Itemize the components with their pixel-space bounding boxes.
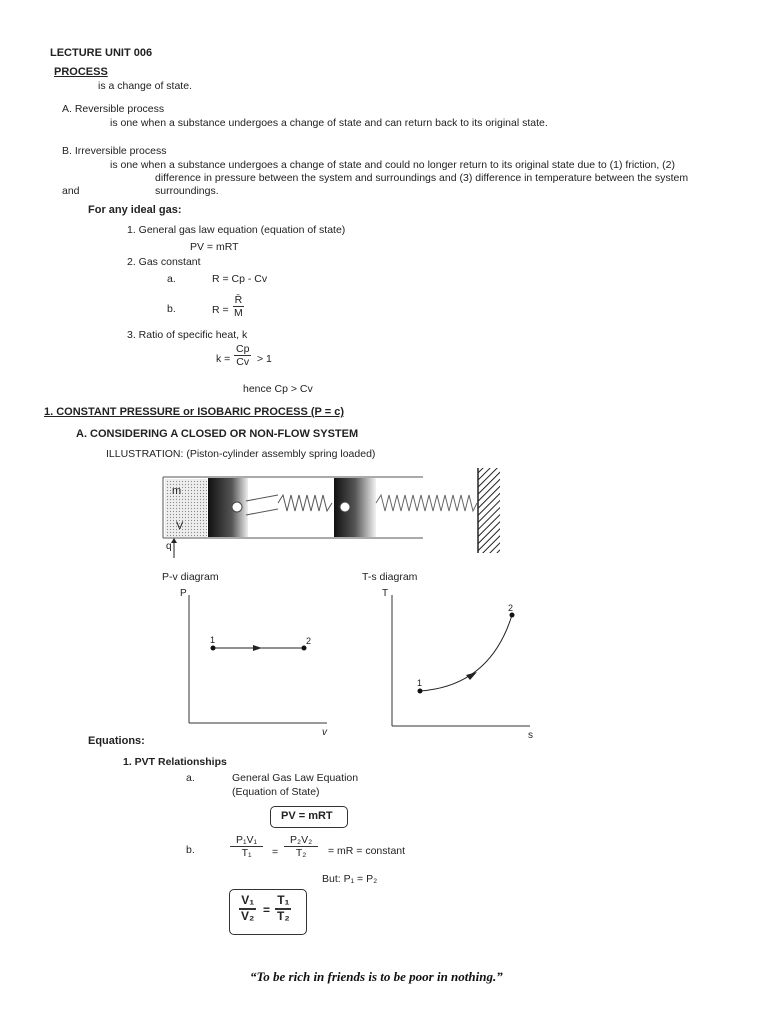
heat-arrow-head	[171, 538, 177, 543]
gas-constant-a-eq: R = Cp - Cv	[212, 273, 268, 285]
label-v: V	[176, 520, 184, 532]
pv-y-axis-label: P	[180, 588, 187, 599]
eq-b-equals: =	[272, 846, 279, 858]
ts-point1-label: 1	[417, 678, 423, 688]
pvt-relationships-heading: 1. PVT Relationships	[123, 756, 227, 768]
pv-state-point	[211, 646, 216, 651]
eq-b-fraction2	[284, 834, 318, 859]
ts-process-curve	[420, 615, 512, 691]
fraction-denominator: T₂	[277, 908, 290, 923]
eq-a-text-line1: General Gas Law Equation	[232, 772, 359, 784]
footer-quote: “To be rich in friends is to be poor in nothing.”	[250, 969, 503, 984]
ideal-gas-item1: 1. General gas law equation (equation of state)	[127, 224, 346, 236]
fraction-numerator: R̄	[234, 294, 243, 306]
gas-constant-b-lhs: R =	[212, 304, 229, 316]
eq-a-text-line2: (Equation of State)	[232, 786, 320, 798]
pv-point1-label: 1	[210, 635, 216, 645]
boxed-equation-ratio	[229, 889, 307, 935]
ts-x-axis-label: s	[528, 730, 533, 741]
ideal-gas-eq1: PV = mRT	[190, 241, 239, 253]
ts-diagram-title: T-s diagram	[362, 571, 418, 583]
boxed-ratio-equals: =	[263, 903, 271, 917]
fraction-numerator: V₁	[239, 894, 256, 910]
boxed-ratio-fraction2	[275, 894, 292, 924]
gas-constant-a-label: a.	[167, 273, 176, 285]
pv-process-arrow	[253, 645, 262, 651]
specific-heat-fraction	[234, 343, 251, 368]
lecture-unit-title: LECTURE UNIT 006	[50, 47, 153, 59]
fraction-denominator: V₂	[241, 908, 255, 923]
fraction-numerator: T₁	[275, 894, 291, 910]
process-heading: PROCESS	[54, 66, 108, 78]
irreversible-title: B. Irreversible process	[62, 145, 167, 157]
irreversible-definition-line2: difference in pressure between the system and surroundings and (3) difference in temperature between the system	[155, 172, 689, 184]
equations-heading: Equations:	[88, 735, 145, 747]
label-m: m	[172, 485, 182, 497]
reversible-definition: is one when a substance undergoes a change of state and can return back to its original state.	[110, 117, 548, 129]
boxed-equation-pv-text: PV = mRT	[281, 810, 333, 822]
label-q: q	[166, 541, 172, 552]
illustration-caption: ILLUSTRATION: (Piston-cylinder assembly spring loaded)	[106, 448, 376, 460]
section1-subtitle: A. CONSIDERING A CLOSED OR NON-FLOW SYSTEM	[76, 428, 359, 440]
specific-heat-lhs: k =	[216, 353, 231, 365]
gas-constant-b-fraction	[232, 294, 245, 319]
section1-title: 1. CONSTANT PRESSURE or ISOBARIC PROCESS (P = c)	[44, 406, 345, 418]
eq-b-fraction1	[230, 834, 263, 859]
ts-diagram	[360, 568, 550, 743]
ideal-gas-item2: 2. Gas constant	[127, 256, 201, 268]
ts-process-arrow	[466, 672, 477, 680]
ts-state-point	[510, 613, 515, 618]
pv-diagram	[160, 568, 350, 743]
piston-cylinder-illustration	[160, 465, 505, 560]
eq-b-but: But: P₁ = P₂	[322, 873, 378, 885]
pv-state-point	[302, 646, 307, 651]
specific-heat-rhs: > 1	[257, 353, 272, 365]
irreversible-definition-line3: surroundings.	[155, 185, 219, 197]
process-definition: is a change of state.	[98, 80, 192, 92]
pv-point2-label: 2	[306, 636, 312, 646]
boxed-equation-pv	[270, 806, 348, 828]
eq-b-label: b.	[186, 844, 195, 856]
ts-point2-label: 2	[508, 603, 514, 613]
irreversible-and: and	[62, 185, 80, 197]
fraction-denominator: T₁	[241, 847, 252, 860]
fraction-numerator: P₂V₂	[284, 834, 318, 847]
eq-a-label: a.	[186, 772, 195, 784]
ideal-gas-item3: 3. Ratio of specific heat, k	[127, 329, 248, 341]
reversible-title: A. Reversible process	[62, 103, 165, 115]
ideal-gas-heading: For any ideal gas:	[88, 204, 182, 216]
fraction-numerator: P₁V₁	[230, 834, 263, 847]
boxed-ratio-fraction1	[239, 894, 256, 924]
fraction-numerator: Cp	[236, 343, 250, 355]
specific-heat-hence: hence Cp > Cv	[243, 383, 313, 395]
gas-constant-b-label: b.	[167, 303, 176, 315]
pv-diagram-title: P-v diagram	[162, 571, 219, 583]
ts-y-axis-label: T	[382, 588, 389, 599]
fraction-denominator: Cv	[236, 356, 250, 369]
eq-b-rhs: = mR = constant	[328, 845, 406, 857]
pv-x-axis-label: v	[322, 727, 327, 738]
ts-state-point	[418, 689, 423, 694]
fraction-denominator: M	[234, 307, 243, 320]
fraction-denominator: T₂	[295, 847, 307, 860]
irreversible-definition-line1: is one when a substance undergoes a change of state and could no longer return to its original state due to (1) friction, (2)	[110, 159, 676, 171]
